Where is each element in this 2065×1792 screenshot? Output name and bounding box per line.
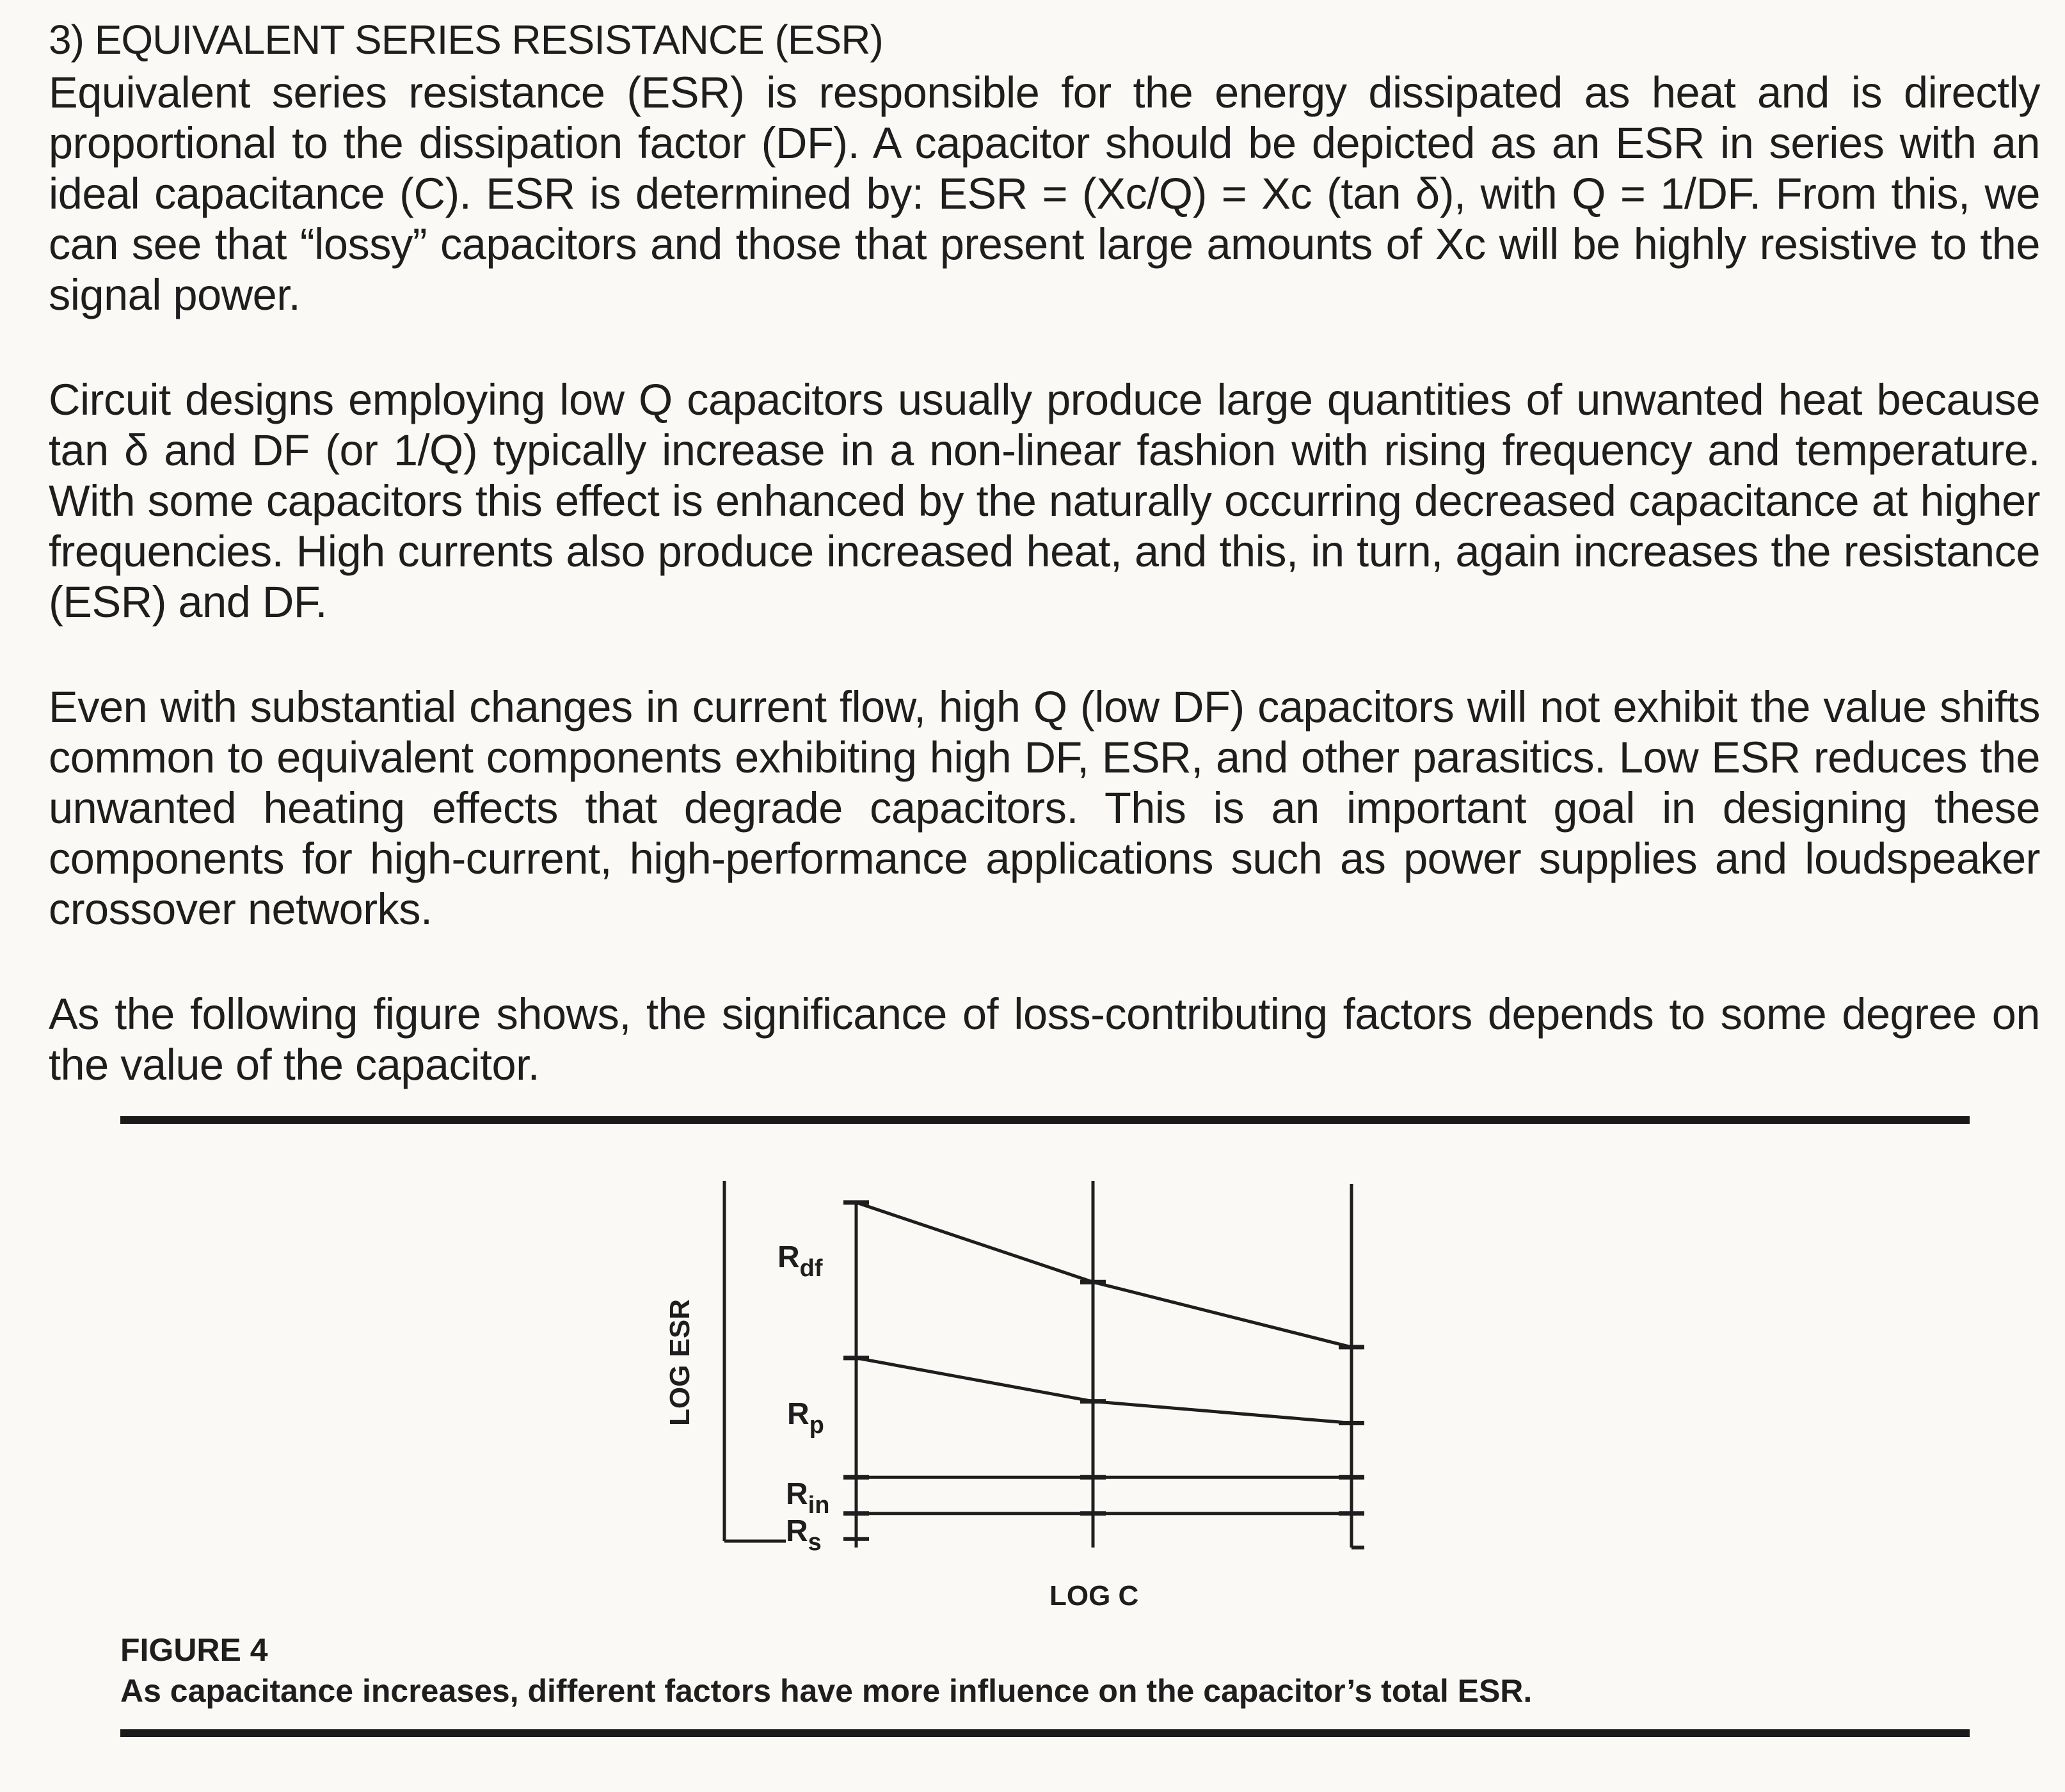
series-label-rp: $R_p$ (787, 1397, 824, 1439)
series-label-rs: $R_s$ (786, 1514, 822, 1556)
paragraph-low-q-heat: Circuit designs employing low Q capacitors usually produce large quantities of unwanted heat because tan δ and DF (or 1/Q) typically increase in a non-linear fashion with rising frequency and temperature. With some capacitors this effect is enhanced by the naturally occurring decreased capacitance at higher frequencies. High currents also produce increased heat, and this, in turn, again increases the resistance (ESR) and DF. (49, 375, 2040, 627)
series-line-rp (856, 1358, 1351, 1423)
figure-bottom-rule (120, 1729, 1970, 1737)
series-label-rin: $R_{in}$ (786, 1477, 830, 1519)
figure-caption: As capacitance increases, different factors have more influence on the capacitor’s total ESR. (120, 1673, 1533, 1709)
paragraph-high-q-benefits: Even with substantial changes in current flow, high Q (low DF) capacitors will not exhibit the value shifts common to equivalent components exhibiting high DF, ESR, and other parasitics. Low ESR reduces the unwanted heating effects that degrade capacitors. This is an important goal in designing these components for high-current, high-performance applications such as power supplies and loudspeaker crossover networks. (49, 682, 2040, 934)
section-heading: 3) EQUIVALENT SERIES RESISTANCE (ESR) (49, 17, 883, 63)
series-label-rdf: $R_{df}$ (777, 1240, 823, 1282)
y-axis-label: LOG ESR (664, 1299, 696, 1426)
paragraph-esr-definition: Equivalent series resistance (ESR) is responsible for the energy dissipated as heat and is directly proportional to the dissipation factor (DF). A capacitor should be depicted as an ESR in series with an ideal capacitance (C). ESR is determined by: ESR = (Xc/Q) = Xc (tan δ), with Q = 1/DF. From this, we can see that “lossy” capacitors and those that present large amounts of Xc will be highly resistive to the signal power. (49, 68, 2040, 319)
series-line-rdf (856, 1203, 1351, 1347)
paragraph-figure-intro: As the following figure shows, the significance of loss-contributing factors depends to some degree on the value of the capacitor. (49, 989, 2040, 1089)
x-axis-label: LOG C (1049, 1580, 1139, 1612)
figure-label: FIGURE 4 (120, 1632, 268, 1668)
